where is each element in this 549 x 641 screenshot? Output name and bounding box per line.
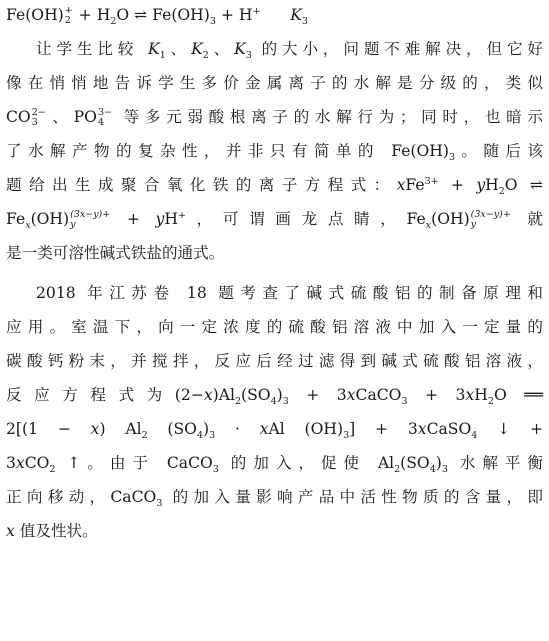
- text-run: O ⇌ Fe(OH): [116, 6, 210, 24]
- paragraph-1-line-5: [6, 174, 543, 196]
- text-run: ) Al: [99, 420, 142, 438]
- text-run: Al (OH): [268, 420, 344, 438]
- italic-variable: K: [148, 40, 160, 58]
- subscript: 3: [441, 464, 448, 476]
- subscript: x: [25, 220, 31, 232]
- paragraph-1-line-6: [6, 208, 543, 230]
- italic-variable: K: [234, 40, 246, 58]
- subscript: 3: [343, 430, 350, 442]
- text-run: 正向移动，CaCO: [6, 488, 157, 506]
- subscript: 2: [498, 186, 505, 198]
- paragraph-1-line-4: [6, 140, 543, 162]
- text-run: CO: [24, 454, 50, 472]
- subscript: 2: [64, 15, 71, 26]
- script-stack: [471, 210, 511, 230]
- text-run: 反应方程式为(2−: [6, 386, 204, 404]
- subscript: 2: [110, 16, 117, 28]
- subscript: 2: [487, 396, 494, 408]
- text-run: CaCO: [355, 386, 402, 404]
- text-run: (SO: [147, 420, 197, 438]
- text-run: + 3: [407, 386, 466, 404]
- subscript: y: [70, 219, 76, 230]
- script-stack: [65, 6, 73, 26]
- subscript: y: [470, 219, 477, 230]
- italic-variable: x: [203, 386, 213, 404]
- text-run: (SO: [241, 386, 271, 404]
- text-run: 等多元弱酸根离子的水解行为；同时，也暗示: [112, 108, 543, 126]
- paragraph-2-line-4: [6, 384, 543, 406]
- subscript: 2: [49, 464, 56, 476]
- text-run: ): [435, 454, 442, 472]
- text-run: ·: [215, 420, 260, 438]
- paragraph-2-line-7: [6, 486, 543, 508]
- subscript: 3: [31, 117, 38, 128]
- italic-variable: x: [417, 420, 427, 438]
- text-run: Fe: [6, 210, 26, 228]
- text-run: 值及性状。: [14, 522, 98, 540]
- script-stack: [70, 210, 110, 230]
- subscript: 3: [401, 396, 408, 408]
- superscript: (3x−y)+: [470, 209, 511, 220]
- text-run: )Al: [212, 386, 235, 404]
- text-run: 就: [511, 210, 543, 228]
- text-run: 的大小，问题不难解决，但它好: [251, 40, 543, 58]
- paragraph-1-line-3: [6, 106, 543, 128]
- paragraph-2-line-3: [6, 350, 543, 372]
- subscript: 3: [448, 152, 456, 164]
- italic-variable: x: [396, 176, 406, 194]
- script-stack: [98, 108, 112, 128]
- text-run: +: [438, 176, 477, 194]
- subscript: 2: [234, 396, 241, 408]
- text-run: 、: [208, 40, 235, 58]
- paragraph-1-line-1: [6, 38, 543, 60]
- text-run: 像在悄悄地告诉学生多价金属离子的水解是分级的，类似: [6, 74, 543, 92]
- superscript: 3−: [97, 107, 112, 118]
- superscript: 3+: [424, 175, 439, 187]
- paragraph-1-line-2: [6, 72, 543, 94]
- subscript: 3: [209, 430, 216, 442]
- equation-line-k3: [6, 4, 543, 26]
- text-run: 2018 年江苏卷 18 题考查了碱式硫酸铝的制备原理和: [36, 284, 543, 302]
- text-run: Fe(OH): [6, 6, 64, 24]
- subscript: 3: [212, 464, 219, 476]
- paragraph-2-line-1: [6, 282, 543, 304]
- text-run: 让学生比较: [36, 40, 149, 58]
- text-run: ↓ +: [477, 420, 544, 438]
- text-run: 水解平衡: [447, 454, 543, 472]
- subscript: 4: [270, 396, 277, 408]
- text-run: 题给出生成聚合氧化铁的离子方程式：: [6, 176, 397, 194]
- subscript: 3: [156, 498, 163, 510]
- text-run: O ══: [493, 386, 543, 404]
- text-run: Fe: [405, 176, 425, 194]
- text-run: + H: [215, 6, 253, 24]
- subscript: 3: [301, 16, 308, 28]
- text-run: ↑。由于 CaCO: [55, 454, 213, 472]
- superscript: +: [64, 5, 73, 16]
- subscript: 3: [282, 396, 289, 408]
- text-run: 、: [165, 40, 192, 58]
- text-run: + H: [73, 6, 111, 24]
- subscript: 4: [429, 464, 436, 476]
- text-run: CO: [6, 108, 31, 126]
- text-run: 、PO: [46, 108, 97, 126]
- paragraph-2-line-6: [6, 452, 543, 474]
- subscript: 3: [245, 50, 252, 62]
- text-run: 的加入，促使 Al: [218, 454, 395, 472]
- subscript: 2: [141, 430, 148, 442]
- subscript: 2: [202, 50, 209, 62]
- italic-variable: x: [15, 454, 25, 472]
- text-run: ): [276, 386, 283, 404]
- script-stack: [32, 108, 46, 128]
- subscript: 4: [97, 117, 104, 128]
- text-run: CaSO: [426, 420, 472, 438]
- subscript: 4: [196, 430, 204, 442]
- subscript: x: [425, 220, 432, 232]
- text-run: O ⇌: [504, 176, 543, 194]
- superscript: +: [177, 209, 186, 221]
- text-run: (OH): [30, 210, 70, 228]
- italic-variable: K: [191, 40, 203, 58]
- text-run: (SO: [400, 454, 430, 472]
- italic-variable: x: [346, 386, 356, 404]
- text-run: H: [164, 210, 178, 228]
- text-run: 。随后该: [455, 142, 543, 160]
- text-run: 应用。室温下，向一定浓度的硫酸铝溶液中加入一定量的: [6, 318, 543, 336]
- italic-variable: x: [465, 386, 475, 404]
- text-run: (OH): [431, 210, 470, 228]
- italic-variable: x: [6, 522, 15, 540]
- subscript: 1: [159, 50, 166, 62]
- italic-variable: x: [259, 420, 269, 438]
- subscript: 4: [471, 430, 478, 442]
- text-run: 2[(1 −: [6, 420, 91, 438]
- text-run: H: [485, 176, 499, 194]
- italic-variable: y: [476, 176, 486, 194]
- superscript: (3x−y)+: [70, 209, 111, 220]
- text-run: 了水解产物的复杂性，并非只有简单的 Fe(OH): [6, 142, 449, 160]
- italic-variable: x: [90, 420, 100, 438]
- text-run: 碳酸钙粉末，并搅拌，反应后经过滤得到碱式硫酸铝溶液，: [6, 352, 543, 370]
- paragraph-2-line-2: [6, 316, 543, 338]
- text-run: + 3: [288, 386, 347, 404]
- text-run: 是一类可溶性碱式铁盐的通式。: [6, 244, 225, 262]
- text-run: [260, 6, 290, 24]
- paragraph-2-line-5: [6, 418, 543, 440]
- text-run: 的加入量影响产品中活性物质的含量，即: [162, 488, 543, 506]
- italic-variable: y: [155, 210, 165, 228]
- text-run: 3: [6, 454, 16, 472]
- superscript: +: [252, 5, 261, 17]
- text-run: H: [474, 386, 488, 404]
- text-run: +: [111, 210, 156, 228]
- subscript: 3: [209, 16, 216, 28]
- text-run: ] + 3: [349, 420, 418, 438]
- text-run: ): [203, 420, 210, 438]
- paragraph-1-line-7: [6, 242, 543, 264]
- text-run: ，可谓画龙点睛，Fe: [185, 210, 426, 228]
- italic-variable: K: [290, 6, 302, 24]
- subscript: 2: [394, 464, 401, 476]
- superscript: 2−: [31, 107, 46, 118]
- paragraph-2-line-8: [6, 520, 543, 542]
